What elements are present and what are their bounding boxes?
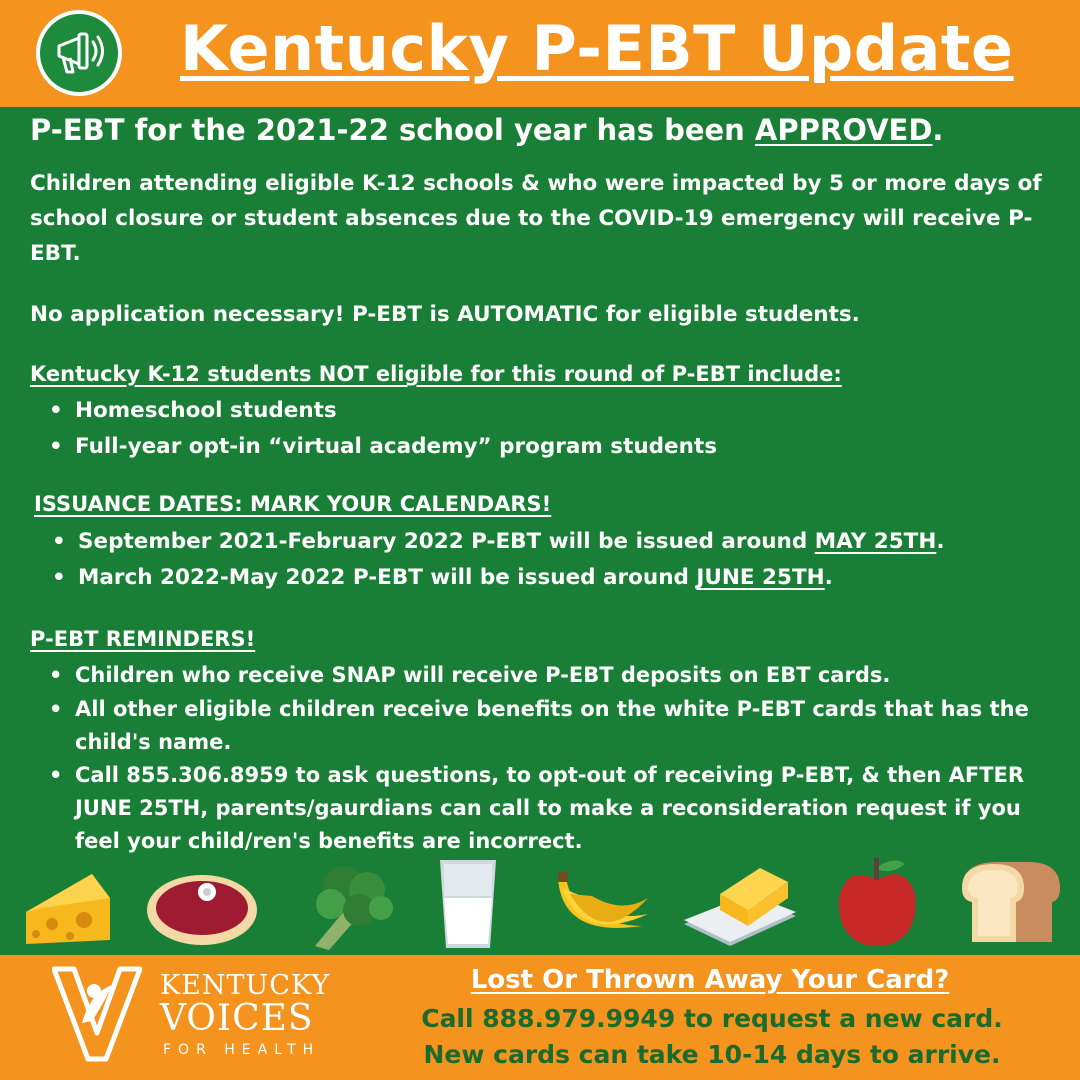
reminder-item: • All other eligible children receive benefits on the white P-EBT cards that has the child's name. xyxy=(75,693,1050,759)
automatic-notice: No application necessary! P-EBT is AUTOMATIC for eligible students. xyxy=(30,302,860,327)
bread-icon xyxy=(958,858,1062,944)
megaphone-icon xyxy=(53,28,109,78)
broccoli-icon xyxy=(305,860,400,952)
cheese-icon xyxy=(22,868,114,948)
food-illustrations xyxy=(0,850,1080,955)
milk-glass-icon xyxy=(438,858,498,950)
reminder-item: • Call 855.306.8959 to ask questions, to opt-out of receiving P-EBT, & then AFTER JUNE 25TH, parents/gaurdians can call to make a reconsideration request if you feel your child/ren's benefits are incorrect. xyxy=(75,759,1050,858)
megaphone-badge xyxy=(36,10,122,96)
lost-card-call-line: Call 888.979.9949 to request a new card. xyxy=(421,1004,1003,1033)
reminders-heading: P-EBT REMINDERS! xyxy=(30,627,256,651)
steak-icon xyxy=(145,870,260,948)
approval-headline: P-EBT for the 2021-22 school year has been APPROVED. xyxy=(30,113,944,147)
approved-emphasis: APPROVED xyxy=(754,113,933,147)
issuance-item: • September 2021-February 2022 P-EBT will be issued around MAY 25TH. xyxy=(78,525,945,558)
not-eligible-item: • Homeschool students xyxy=(75,394,337,427)
lost-card-heading: Lost Or Thrown Away Your Card? xyxy=(470,965,950,995)
apple-icon xyxy=(835,854,919,948)
issuance-date: MAY 25TH xyxy=(814,529,937,554)
eligibility-paragraph: Children attending eligible K-12 schools & who were impacted by 5 or more days of school closure or student absences due to the COVID-19 emergency will receive P-EBT. xyxy=(30,171,1042,266)
butter-icon xyxy=(680,858,798,950)
page-title: Kentucky P-EBT Update xyxy=(180,12,1014,85)
issuance-item: • March 2022-May 2022 P-EBT will be issued around JUNE 25TH. xyxy=(78,561,833,594)
issuance-date: JUNE 25TH xyxy=(696,565,825,590)
lost-card-arrival-line: New cards can take 10-14 days to arrive. xyxy=(423,1040,1001,1069)
not-eligible-item: • Full-year opt-in “virtual academy” program students xyxy=(75,430,717,463)
reminder-item: • Children who receive SNAP will receive P-EBT deposits on EBT cards. xyxy=(75,659,890,692)
not-eligible-heading: Kentucky K-12 students NOT eligible for this round of P-EBT include: xyxy=(30,362,842,386)
bananas-icon xyxy=(552,868,652,950)
issuance-heading: ISSUANCE DATES: MARK YOUR CALENDARS! xyxy=(34,492,552,516)
logo-text-kentucky: KENTUCKY xyxy=(160,970,331,1001)
logo-text-for-health: FOR HEALTH xyxy=(163,1042,321,1058)
logo-text-voices: VOICES xyxy=(160,998,314,1039)
kentucky-voices-logo-mark xyxy=(52,963,142,1063)
